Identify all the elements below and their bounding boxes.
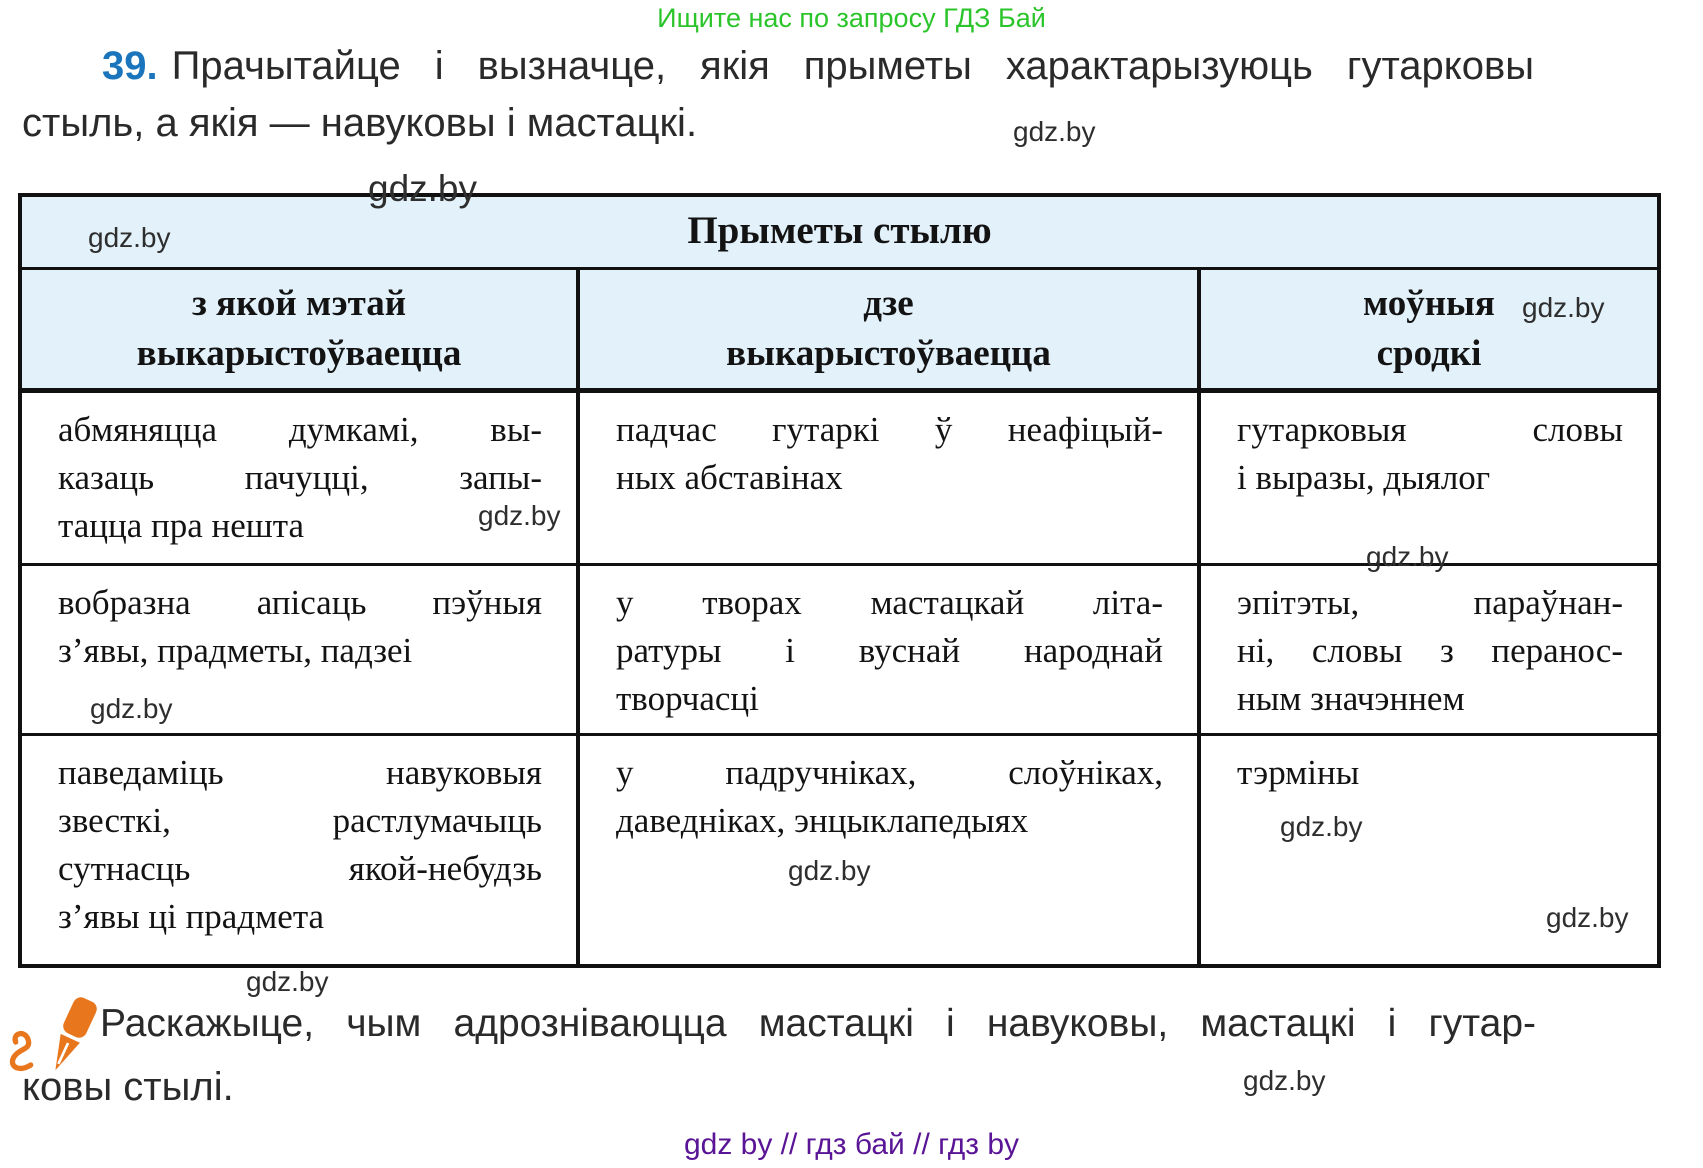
table-cell: эпітэты, параўнан- ні, словы з перанос- ным значэннем bbox=[1237, 583, 1623, 718]
table-cell: паведаміць навуковыя звесткі, растлумачыць сутнасць якой-небудзь з’явы ці прадмета bbox=[22, 736, 580, 964]
table-cell: тэрміны bbox=[1237, 753, 1360, 792]
task-text-line2: ковы стылі. bbox=[22, 1065, 234, 1109]
exercise-intro bbox=[22, 38, 1534, 152]
gdz-watermark: gdz.by bbox=[1522, 292, 1605, 323]
table-cell: падчас гутаркі ў неафіцый- ных абставінах bbox=[580, 393, 1201, 563]
table-cell: гутарковыя словы і выразы, дыялог bbox=[1237, 410, 1623, 497]
exercise-text-line1: Прачытайце і вызначце, якія прыметы характарызуюць гутарковы bbox=[171, 44, 1534, 88]
table-row-artistic bbox=[22, 566, 1657, 736]
site-footer: gdz by // гдз бай // гдз by bbox=[683, 1128, 1020, 1161]
gdz-watermark: gdz.by bbox=[88, 222, 171, 253]
table-row-scientific bbox=[22, 736, 1657, 964]
table-cell: вобразна апісаць пэўныя з’явы, прадметы, падзеі bbox=[22, 566, 580, 733]
column-header-where-used: дзе выкарыстоўваецца bbox=[580, 270, 1201, 388]
gdz-watermark: gdz.by bbox=[368, 168, 478, 209]
task-text-line1: Раскажыце, чым адрозніваюцца мастацкі і навуковы, мастацкі і гутар- bbox=[100, 1002, 1536, 1045]
gdz-watermark: gdz.by bbox=[90, 693, 173, 724]
gdz-watermark: gdz.by bbox=[1546, 902, 1629, 933]
gdz-watermark: gdz.by bbox=[1366, 541, 1449, 572]
gdz-watermark: gdz.by bbox=[246, 966, 329, 997]
gdz-watermark: gdz.by bbox=[478, 500, 561, 531]
exercise-intro-line1 bbox=[22, 38, 1534, 95]
gdz-watermark: gdz.by bbox=[1280, 811, 1363, 842]
exercise-number: 39. bbox=[102, 44, 158, 88]
table-cell: абмяняцца думкамі, вы- казаць пачуцці, запы- тацца пра нешта bbox=[22, 393, 580, 563]
gdz-watermark: gdz.by bbox=[1013, 116, 1096, 147]
gdz-watermark: gdz.by bbox=[1243, 1065, 1326, 1096]
table-header-row bbox=[22, 270, 1657, 393]
table-cell: у падручніках, слоўніках, даведніках, энцыклапедыях bbox=[580, 736, 1201, 964]
gdz-watermark: gdz.by bbox=[788, 855, 871, 886]
table-title: Прыметы стылю bbox=[22, 197, 1657, 270]
column-header-purpose: з якой мэтай выкарыстоўваецца bbox=[22, 270, 580, 388]
table-cell: у творах мастацкай літа- ратуры і вуснай народнай творчасці bbox=[580, 566, 1201, 733]
exercise-text-line2: стыль, а якія — навуковы і мастацкі. bbox=[22, 101, 698, 145]
style-features-table bbox=[18, 193, 1661, 968]
column-header-language-means: моўныя сродкі bbox=[1363, 283, 1495, 374]
promo-banner: Ищите нас по запросу ГДЗ Бай bbox=[657, 3, 1046, 33]
